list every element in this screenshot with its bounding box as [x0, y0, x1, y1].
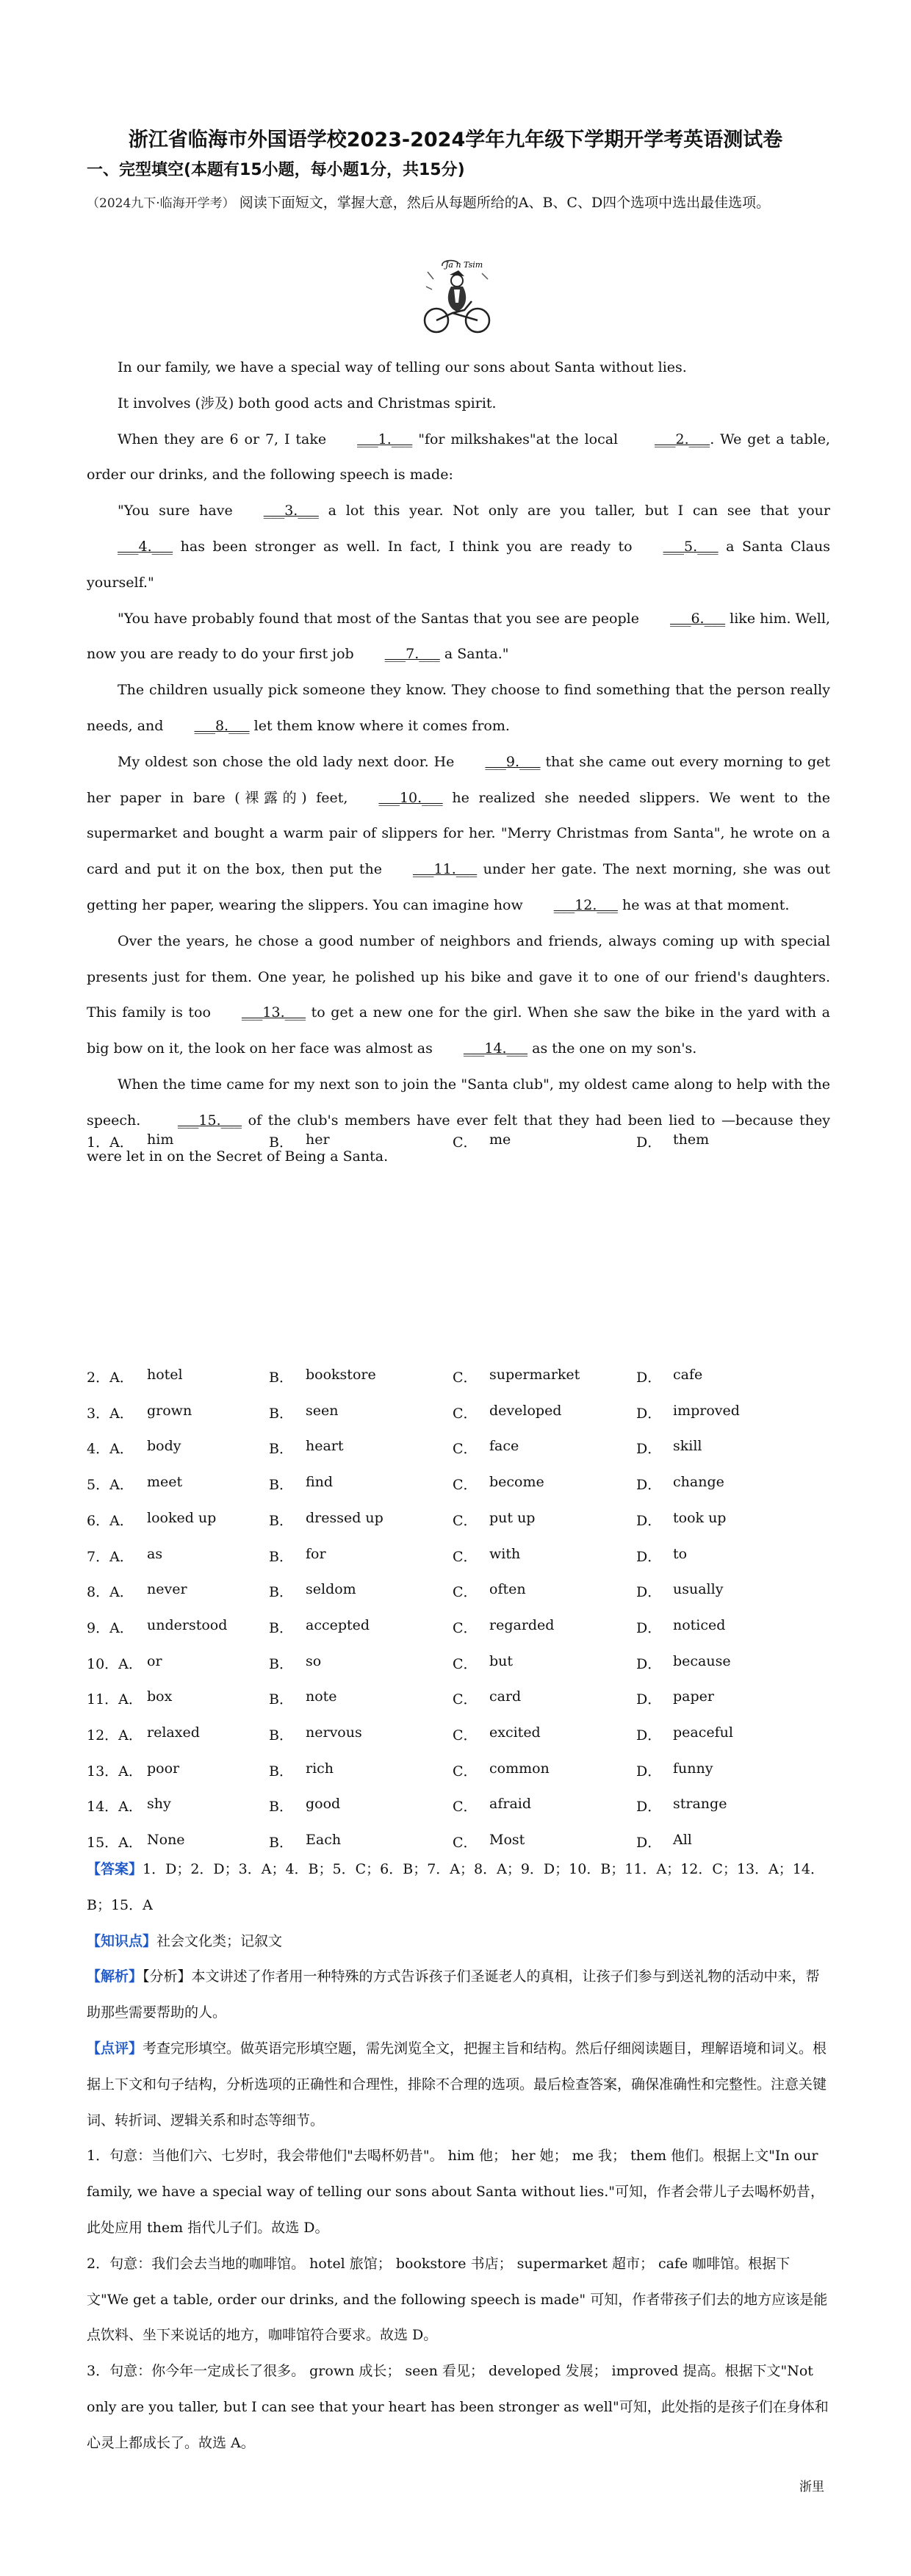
option-row — [87, 1438, 830, 1473]
passage-text: "You have probably found that most of the Santas that you see are people — [118, 610, 639, 627]
cloze-blank: ___14.___ — [463, 1040, 528, 1057]
option-c-label: C． — [453, 1619, 478, 1636]
option-b: find — [306, 1474, 334, 1491]
option-row — [87, 1724, 830, 1760]
option-c-label: C． — [453, 1584, 478, 1601]
passage-text: When they are 6 or 7, I take — [118, 431, 327, 447]
cloze-blank: ___5.___ — [663, 538, 719, 555]
options-list — [87, 1132, 830, 1866]
option-a: meet — [147, 1474, 183, 1491]
option-c-label: C． — [453, 1835, 478, 1852]
option-d-label: D． — [636, 1512, 662, 1529]
option-d-label: D． — [636, 1655, 662, 1672]
passage-text: that she came out every morning to get her paper in bare (裸露的) feet, — [87, 753, 830, 806]
option-c-label: C． — [453, 1477, 478, 1494]
question-number: 14．A． — [87, 1799, 143, 1816]
option-d-label: D． — [636, 1799, 662, 1816]
option-d: change — [673, 1474, 724, 1491]
option-b-label: B． — [269, 1548, 293, 1565]
option-a: body — [147, 1438, 181, 1455]
question-number: 12．A． — [87, 1727, 143, 1744]
passage-text: "You sure have — [118, 503, 233, 519]
option-d: to — [673, 1545, 688, 1562]
passage-text: as the one on my son's. — [527, 1040, 697, 1057]
option-d: peaceful — [673, 1724, 733, 1741]
passage-text: has been stronger as well. In fact, I think you are ready to — [173, 538, 633, 555]
knowledge-text: 社会文化类；记叙文 — [156, 1932, 283, 1949]
page-title: 浙江省临海市外国语学校2023-2024学年九年级下学期开学考英语测试卷 — [128, 129, 783, 151]
option-d: skill — [673, 1438, 702, 1455]
answer-tag: 【答案】 — [87, 1861, 143, 1877]
option-b-label: B． — [269, 1655, 293, 1672]
option-b: heart — [306, 1438, 344, 1455]
option-c-label: C． — [453, 1691, 478, 1708]
question-number: 4．A． — [87, 1441, 134, 1458]
option-b: accepted — [306, 1616, 370, 1633]
question-number: 11．A． — [87, 1691, 143, 1708]
option-b: seen — [306, 1402, 339, 1419]
option-d: funny — [673, 1760, 713, 1777]
passage-text: The children usually pick someone they know. They choose to find something that the person really needs, and — [87, 682, 830, 734]
option-b-label: B． — [269, 1477, 293, 1494]
option-c: excited — [489, 1724, 541, 1741]
option-b-label: B． — [269, 1134, 293, 1151]
option-a: never — [147, 1581, 187, 1598]
option-d-label: D． — [636, 1548, 662, 1565]
passage-text: In our family, we have a special way of telling our sons about Santa without lies. — [118, 359, 687, 375]
option-a: box — [147, 1688, 173, 1705]
cloze-blank: ___11.___ — [413, 861, 478, 878]
option-c-label: C． — [453, 1134, 478, 1151]
passage-paragraph — [87, 493, 830, 600]
option-b: seldom — [306, 1581, 356, 1598]
question-number: 5．A． — [87, 1477, 134, 1494]
option-c: face — [489, 1438, 519, 1455]
option-c: Most — [489, 1832, 525, 1849]
option-b-label: B． — [269, 1370, 293, 1386]
comment-text: 考查完形填空。做英语完形填空题，需先浏览全文，把握主旨和结构。然后仔细阅读题目，理解语境和词义。根据上下文和句子结构，分析选项的正确性和合理性，排除不合理的选项。最后检查答案，确保准确性和完整性。注意关键词、转折词、逻辑关系和时态等细节。 — [87, 2040, 827, 2129]
passage-text: Over the years, he chose a good number of neighbors and friends, always coming up with special presents just for them. One year, he polished up his bike and gave it to one of our friend's daughters. This family is too — [87, 932, 830, 1021]
option-c-label: C． — [453, 1727, 478, 1744]
comment-tag: 【点评】 — [87, 2040, 143, 2057]
option-row — [87, 1367, 830, 1402]
option-a: shy — [147, 1796, 171, 1813]
option-d: improved — [673, 1402, 740, 1419]
option-row — [87, 1617, 830, 1652]
option-a: him — [147, 1132, 174, 1148]
instructions-text: 阅读下面短文，掌握大意，然后从每题所给的A、B、C、D四个选项中选出最佳选项。 — [239, 195, 771, 211]
analysis-text: 本文讲述了作者用一种特殊的方式告诉孩子们圣诞老人的真相，让孩子们参与到送礼物的活动中来，帮助那些需要帮助的人。 — [87, 1968, 820, 2021]
passage-text: let them know where it comes from. — [249, 717, 510, 734]
option-b: for — [306, 1545, 326, 1562]
option-c-label: C． — [453, 1799, 478, 1816]
option-d-label: D． — [636, 1835, 662, 1852]
analysis-line — [87, 1959, 830, 2031]
option-a: as — [147, 1545, 163, 1562]
option-c-label: C． — [453, 1763, 478, 1780]
cloze-blank: ___9.___ — [485, 753, 541, 770]
passage-text: under her gate. The next morning, she was out getting her paper, wearing the slippers. You can imagine how — [87, 861, 830, 913]
passage-text: of the club's members have ever felt that they had been lied to —because they were let in on the Secret of Being a Santa. — [87, 1112, 831, 1165]
option-row — [87, 1132, 830, 1167]
option-b-label: B． — [269, 1835, 293, 1852]
passage-text: he realized she needed slippers. We went to the supermarket and bought a warm pair of slippers for her. "Merry Christmas from Santa", he wrote on a card and put it on the box, then put the — [87, 789, 830, 878]
option-b: Each — [306, 1832, 342, 1849]
option-a: grown — [147, 1402, 192, 1419]
answer-text: 1．D；2．D；3．A；4．B；5．C；6．B；7．A；8．A；9．D；10．B；11．A；12．C；13．A；14．B；15．A — [87, 1861, 824, 1913]
explanations — [87, 2138, 830, 2461]
cloze-blank: ___15.___ — [177, 1112, 242, 1129]
cloze-blank: ___10.___ — [378, 789, 443, 806]
option-d-label: D． — [636, 1370, 662, 1386]
option-c: common — [489, 1760, 550, 1777]
option-a: understood — [147, 1616, 228, 1633]
option-d-label: D． — [636, 1441, 662, 1458]
passage-text: like him. Well, now you are ready to do your first job — [87, 610, 830, 663]
question-number: 9．A． — [87, 1619, 134, 1636]
option-d-label: D． — [636, 1134, 662, 1151]
option-row — [87, 1760, 830, 1796]
option-b: nervous — [306, 1724, 362, 1741]
option-c: regarded — [489, 1616, 555, 1633]
question-number: 6．A． — [87, 1512, 134, 1529]
explanation-item: 3．句意：你今年一定成长了很多。 grown 成长； seen 看见； developed 发展； improved 提高。根据下文"Not only are you taller, but I can see that your heart has been stronger as well"可知，此处指的是孩子们在身体和心灵上都成长了。故选 A。 — [87, 2363, 829, 2451]
option-row — [87, 1688, 830, 1724]
footer-mark: 浙里 — [799, 2480, 824, 2494]
comment-line — [87, 2031, 830, 2138]
cloze-blank: ___12.___ — [553, 896, 618, 913]
option-d: paper — [673, 1688, 714, 1705]
explanation-item: 1．句意：当他们六、七岁时，我会带他们"去喝杯奶昔"。 him 他； her 她； me 我； them 他们。根据上文"In our family, we have a special way of telling our sons about Santa without lies."可知，作者会带儿子去喝杯奶昔，此处应用 them 指代儿子们。故选 D。 — [87, 2148, 824, 2236]
option-c: with — [489, 1545, 521, 1562]
cloze-blank: ___1.___ — [357, 431, 413, 447]
option-b-label: B． — [269, 1584, 293, 1601]
option-d: took up — [673, 1509, 727, 1526]
option-row — [87, 1474, 830, 1509]
option-b: note — [306, 1688, 337, 1705]
option-row — [87, 1546, 830, 1581]
option-a: relaxed — [147, 1724, 200, 1741]
cloze-blank: ___4.___ — [118, 538, 173, 555]
cloze-passage — [87, 350, 830, 1174]
option-d-label: D． — [636, 1584, 662, 1601]
cloze-blank: ___13.___ — [241, 1004, 306, 1021]
option-b: so — [306, 1652, 322, 1669]
analysis-subtag: 【分析】 — [143, 1968, 192, 1985]
cloze-blank: ___7.___ — [384, 646, 440, 663]
option-d-label: D． — [636, 1477, 662, 1494]
passage-paragraph — [87, 744, 830, 924]
svg-text:Ja n Tsim: Ja n Tsim — [445, 260, 483, 270]
option-row — [87, 1581, 830, 1616]
cloze-blank: ___2.___ — [655, 431, 710, 447]
option-b: good — [306, 1796, 341, 1813]
option-d: cafe — [673, 1367, 703, 1383]
option-b-label: B． — [269, 1727, 293, 1744]
cloze-blank: ___3.___ — [263, 503, 319, 519]
option-b-label: B． — [269, 1405, 293, 1422]
option-b-label: B． — [269, 1441, 293, 1458]
answer-section — [87, 1852, 830, 2461]
option-c: put up — [489, 1509, 536, 1526]
question-number: 7．A． — [87, 1548, 134, 1565]
passage-paragraph — [87, 601, 830, 673]
option-c: often — [489, 1581, 526, 1598]
passage-paragraph — [87, 350, 830, 386]
cloze-blank: ___6.___ — [669, 610, 726, 627]
option-row — [87, 1796, 830, 1831]
option-c: afraid — [489, 1796, 532, 1813]
option-b: bookstore — [306, 1367, 376, 1383]
option-row — [87, 1653, 830, 1688]
option-c: supermarket — [489, 1367, 580, 1383]
passage-text: "for milkshakes"at the local — [412, 431, 624, 447]
passage-text: he was at that moment. — [617, 896, 790, 913]
option-d: All — [673, 1832, 692, 1849]
option-a: hotel — [147, 1367, 183, 1383]
analysis-tag: 【解析】 — [87, 1968, 143, 1985]
option-c: card — [489, 1688, 522, 1705]
passage-paragraph — [87, 386, 830, 422]
passage-paragraph — [87, 924, 830, 1067]
question-number: 15．A． — [87, 1835, 143, 1852]
option-a: or — [147, 1652, 162, 1669]
option-a: looked up — [147, 1509, 217, 1526]
option-b: rich — [306, 1760, 334, 1777]
question-number: 8．A． — [87, 1584, 134, 1601]
option-c-label: C． — [453, 1512, 478, 1529]
option-c-label: C． — [453, 1370, 478, 1386]
option-d: strange — [673, 1796, 727, 1813]
passage-text: a Santa Claus yourself." — [87, 538, 830, 591]
passage-text: to get a new one for the girl. When she saw the bike in the yard with a big bow on it, the look on her face was almost as — [87, 1004, 830, 1057]
passage-text: a Santa." — [439, 646, 509, 663]
question-number: 3．A． — [87, 1405, 134, 1422]
option-b-label: B． — [269, 1691, 293, 1708]
question-number: 2．A． — [87, 1370, 134, 1386]
knowledge-tag: 【知识点】 — [87, 1932, 157, 1949]
option-a: poor — [147, 1760, 180, 1777]
option-d-label: D． — [636, 1619, 662, 1636]
santa-bike-illustration — [420, 257, 494, 338]
option-c-label: C． — [453, 1548, 478, 1565]
cloze-blank: ___8.___ — [194, 717, 250, 734]
option-c: become — [489, 1474, 544, 1491]
passage-text: . We get a table, order our drinks, and the following speech is made: — [87, 431, 830, 483]
option-c: developed — [489, 1402, 562, 1419]
option-b-label: B． — [269, 1799, 293, 1816]
option-c-label: C． — [453, 1655, 478, 1672]
option-d-label: D． — [636, 1763, 662, 1780]
option-row — [87, 1403, 830, 1438]
question-source: （2024九下·临海开学考） — [87, 196, 235, 211]
option-c: me — [489, 1132, 511, 1148]
passage-paragraph — [87, 422, 830, 494]
option-b: dressed up — [306, 1509, 384, 1526]
passage-text: My oldest son chose the old lady next door. He — [118, 753, 455, 770]
question-number: 10．A． — [87, 1655, 143, 1672]
option-d: noticed — [673, 1616, 726, 1633]
option-row — [87, 1510, 830, 1545]
question-number: 13．A． — [87, 1763, 143, 1780]
option-c-label: C． — [453, 1405, 478, 1422]
passage-paragraph — [87, 672, 830, 744]
option-d: usually — [673, 1581, 724, 1598]
option-d-label: D． — [636, 1691, 662, 1708]
passage-text: a lot this year. Not only are you taller, but I can see that your — [318, 503, 830, 519]
section-heading: 一、完型填空(本题有15小题，每小题1分，共15分) — [87, 161, 465, 179]
option-c-label: C． — [453, 1441, 478, 1458]
option-d: because — [673, 1652, 731, 1669]
option-d-label: D． — [636, 1727, 662, 1744]
answer-line — [87, 1852, 830, 1924]
option-d-label: D． — [636, 1405, 662, 1422]
option-d: them — [673, 1132, 710, 1148]
option-c: but — [489, 1652, 514, 1669]
knowledge-line — [87, 1924, 830, 1960]
option-b: her — [306, 1132, 330, 1148]
option-b-label: B． — [269, 1512, 293, 1529]
option-a: None — [147, 1832, 185, 1849]
question-number: 1．A． — [87, 1134, 134, 1151]
instructions — [87, 185, 829, 221]
option-b-label: B． — [269, 1619, 293, 1636]
passage-text: When the time came for my next son to join the "Santa club", my oldest came along to help with the speech. — [87, 1076, 830, 1129]
option-b-label: B． — [269, 1763, 293, 1780]
passage-text: It involves (涉及) both good acts and Christmas spirit. — [118, 395, 497, 411]
explanation-item: 2．句意：我们会去当地的咖啡馆。 hotel 旅馆； bookstore 书店； supermarket 超市； cafe 咖啡馆。根据下文"We get a table, order our drinks, and the following speech is made" 可知，作者带孩子们去的地方应该是能点饮料、坐下来说话的地方，咖啡馆符合要求。故选 D。 — [87, 2255, 828, 2344]
